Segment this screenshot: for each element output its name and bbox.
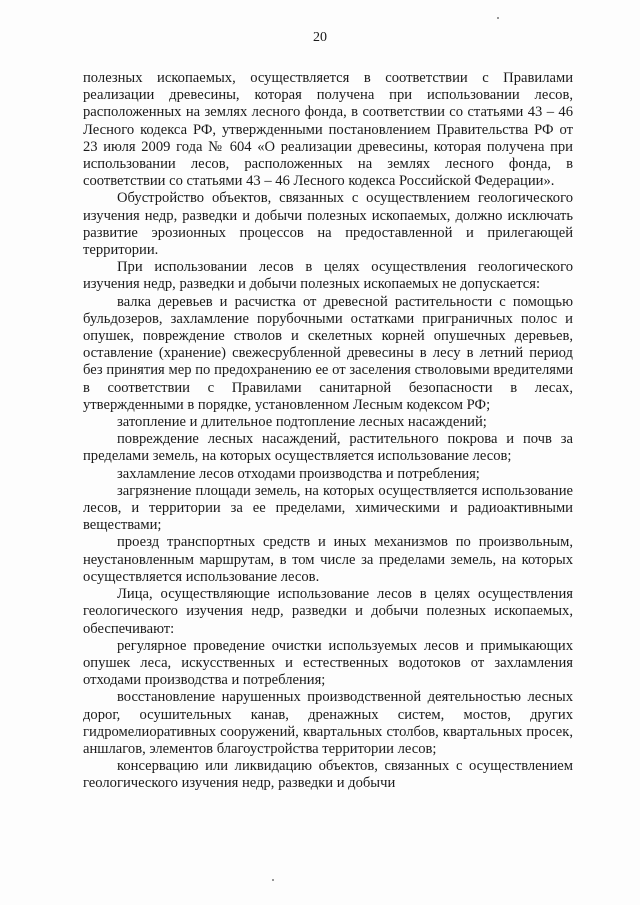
paragraph: затопление и длительное подтопление лесных насаждений;: [117, 414, 487, 431]
paragraph: проезд транспортных средств и иных механизмов по произвольным, неустановленным маршрутам, в том числе за пределами земель, на которых осуществляется использование лесов.: [83, 534, 573, 585]
paragraph: Обустройство объектов, связанных с осуществлением геологического изучения недр, разведки и добычи полезных ископаемых, должно исключать развитие эрозионных процессов на предоставленной и прилегающей территории.: [83, 190, 573, 259]
paragraph: загрязнение площади земель, на которых осуществляется использование лесов, и территории за ее пределами, химическими и радиоактивными веществами;: [83, 482, 573, 534]
paragraph: При использовании лесов в целях осуществления геологического изучения недр, разведки и добычи полезных ископаемых не допускается:: [83, 259, 573, 293]
paragraph: регулярное проведение очистки используемых лесов и примыкающих опушек леса, искусственных и естественных водотоков от захламления отходами производства и потребления;: [83, 637, 573, 689]
paragraph: Лица, осуществляющие использование лесов в целях осуществления геологического изучения недр, разведки и добычи полезных ископаемых, обеспечивают:: [83, 586, 573, 637]
paragraph: валка деревьев и расчистка от древесной растительности с помощью бульдозеров, захламление порубочными остатками приграничных полос и опушек, повреждение стволов и скелетных корней опушечных деревьев, оставление (хранение) свежесрубленной древесины в лесу в летний период без принятия мер по предохранению ее от заселения стволовыми вредителями в соответствии с Правилами санитарной безопасности в лесах, утвержденными в порядке, установленном Лесным кодексом РФ;: [83, 293, 573, 413]
body-text: [83, 70, 573, 793]
paragraph: захламление лесов отходами производства и потребления;: [117, 465, 480, 482]
page-number: 20: [313, 30, 327, 45]
paragraph: консервацию или ликвидацию объектов, связанных с осуществлением геологического изучения недр, разведки и добычи: [83, 758, 573, 792]
scan-speck: [272, 879, 274, 881]
paragraph: восстановление нарушенных производственной деятельностью лесных дорог, осушительных канав, дренажных систем, мостов, других гидромелиоративных сооружений, квартальных столбов, квартальных просек, аншлагов, элементов благоустройства территории лесов;: [83, 689, 573, 757]
paragraph: повреждение лесных насаждений, растительного покрова и почв за пределами земель, на которых осуществляется использование лесов;: [83, 431, 573, 465]
scan-speck: [497, 17, 499, 19]
paragraph: полезных ископаемых, осуществляется в соответствии с Правилами реализации древесины, которая получена при использовании лесов, расположенных на землях лесного фонда, в соответствии со статьями 43 – 46 Лесного кодекса РФ, утвержденными постановлением Правительства РФ от 23 июля 2009 года № 604 «О реализации древесины, которая получена при использовании лесов, расположенных на землях лесного фонда, в соответствии со статьями 43 – 46 Лесного кодекса Российской Федерации».: [83, 70, 573, 190]
